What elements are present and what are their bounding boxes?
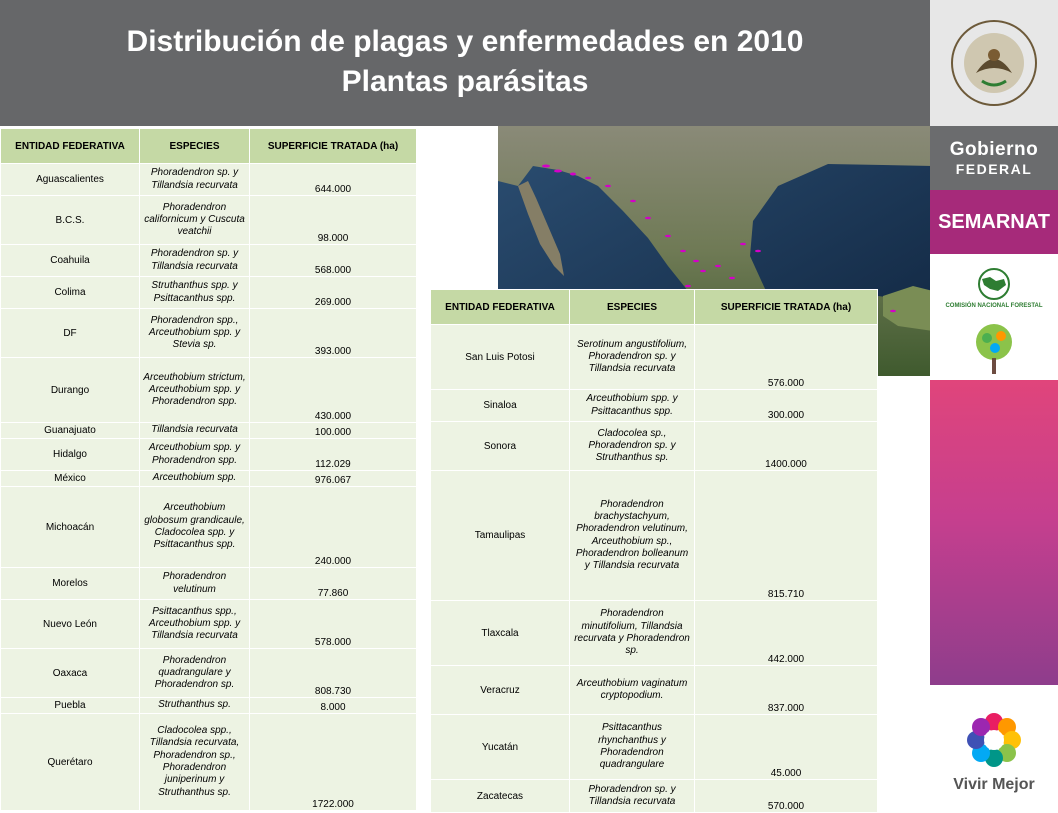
entity-cell: Coahuila <box>1 245 140 277</box>
table-row <box>1 649 417 698</box>
entity-cell: Tlaxcala <box>431 601 570 666</box>
table-row <box>431 390 878 422</box>
table-left-body <box>1 164 417 811</box>
species-cell: Phoradendron californicum y Cuscuta veatchii <box>140 196 250 245</box>
table-row <box>1 714 417 811</box>
area-cell: 100.000 <box>250 423 417 439</box>
federal-label: FEDERAL <box>955 161 1033 177</box>
eagle-seal-icon <box>946 15 1042 111</box>
table-header-row <box>1 129 417 164</box>
table-row <box>431 422 878 471</box>
species-cell: Psittacanthus rhynchanthus y Phoradendron quadrangulare <box>570 715 695 780</box>
table-row <box>1 423 417 439</box>
area-cell: 815.710 <box>695 471 878 601</box>
species-cell: Phoradendron sp. y Tillandsia recurvata <box>140 245 250 277</box>
entity-cell: Colima <box>1 277 140 309</box>
column-header-species: ESPECIES <box>140 129 250 164</box>
title-line-2: Plantas parásitas <box>341 65 589 98</box>
table-row <box>1 196 417 245</box>
species-cell: Phoradendron spp., Arceuthobium spp. y Stevia sp. <box>140 309 250 358</box>
table-row <box>1 439 417 471</box>
area-cell: 112.029 <box>250 439 417 471</box>
area-cell: 300.000 <box>695 390 878 422</box>
entity-cell: Tamaulipas <box>431 471 570 601</box>
species-cell: Struthanthus sp. <box>140 698 250 714</box>
entity-cell: Puebla <box>1 698 140 714</box>
area-cell: 1722.000 <box>250 714 417 811</box>
mexico-coat-of-arms <box>930 0 1058 126</box>
title-line-1: Distribución de plagas y enfermedades en 2010 <box>126 25 804 58</box>
species-cell: Arceuthobium spp. y Phoradendron spp. <box>140 439 250 471</box>
species-cell: Phoradendron velutinum <box>140 568 250 600</box>
species-cell: Arceuthobium spp. y Psittacanthus spp. <box>570 390 695 422</box>
entity-cell: México <box>1 471 140 487</box>
entity-cell: Morelos <box>1 568 140 600</box>
species-cell: Serotinum angustifolium, Phoradendron sp. y Tillandsia recurvata <box>570 325 695 390</box>
conafor-icon <box>970 267 1018 301</box>
title-banner <box>0 0 930 126</box>
table-left <box>0 128 417 811</box>
area-cell: 442.000 <box>695 601 878 666</box>
area-cell: 240.000 <box>250 487 417 568</box>
gobierno-federal-logo <box>930 126 1058 190</box>
slide-title <box>0 22 930 102</box>
area-cell: 837.000 <box>695 666 878 715</box>
entity-cell: Oaxaca <box>1 649 140 698</box>
entity-cell: B.C.S. <box>1 196 140 245</box>
species-cell: Cladocolea spp., Tillandsia recurvata, Phoradendron sp., Phoradendron juniperinum y Struthanthus sp. <box>140 714 250 811</box>
entity-cell: Nuevo León <box>1 600 140 649</box>
species-cell: Phoradendron minutifolium, Tillandsia recurvata y Phoradendron sp. <box>570 601 695 666</box>
table-row <box>1 277 417 309</box>
column-header-entity: ENTIDAD FEDERATIVA <box>1 129 140 164</box>
table-right-body <box>431 325 878 813</box>
species-cell: Psittacanthus spp., Arceuthobium spp. y Tillandsia recurvata <box>140 600 250 649</box>
vivir-mejor-logo <box>930 690 1058 812</box>
area-cell: 269.000 <box>250 277 417 309</box>
entity-cell: San Luis Potosi <box>431 325 570 390</box>
area-cell: 77.860 <box>250 568 417 600</box>
table-row <box>431 601 878 666</box>
area-cell: 570.000 <box>695 780 878 813</box>
semarnat-logo <box>930 190 1058 254</box>
entity-cell: Michoacán <box>1 487 140 568</box>
entity-cell: Yucatán <box>431 715 570 780</box>
table-row <box>1 471 417 487</box>
area-cell: 644.000 <box>250 164 417 196</box>
flower-logo-icon <box>962 708 1026 772</box>
table-row <box>1 245 417 277</box>
entity-cell: Durango <box>1 358 140 423</box>
table-row <box>1 600 417 649</box>
entity-cell: Aguascalientes <box>1 164 140 196</box>
table-row <box>431 780 878 813</box>
species-cell: Phoradendron sp. y Tillandsia recurvata <box>570 780 695 813</box>
area-cell: 568.000 <box>250 245 417 277</box>
table-row <box>431 325 878 390</box>
table-row <box>1 164 417 196</box>
area-cell: 430.000 <box>250 358 417 423</box>
conafor-subtitle: COMISIÓN NACIONAL FORESTAL <box>945 303 1043 309</box>
species-cell: Struthanthus spp. y Psittacanthus spp. <box>140 277 250 309</box>
species-cell: Cladocolea sp., Phoradendron sp. y Struthanthus sp. <box>570 422 695 471</box>
species-cell: Arceuthobium globosum grandicaule, Cladocolea spp. y Psittacanthus spp. <box>140 487 250 568</box>
gobierno-label: Gobierno <box>949 139 1039 160</box>
area-cell: 393.000 <box>250 309 417 358</box>
species-cell: Tillandsia recurvata <box>140 423 250 439</box>
entity-cell: Querétaro <box>1 714 140 811</box>
decorative-gradient-band <box>930 380 1058 685</box>
species-cell: Phoradendron brachystachyum, Phoradendron velutinum, Arceuthobium sp., Phoradendron bolleanum y Tillandsia recurvata <box>570 471 695 601</box>
column-header-area: SUPERFICIE TRATADA (ha) <box>250 129 417 164</box>
entity-cell: Sonora <box>431 422 570 471</box>
area-cell: 808.730 <box>250 649 417 698</box>
entity-cell: Sinaloa <box>431 390 570 422</box>
table-row <box>1 698 417 714</box>
species-cell: Arceuthobium spp. <box>140 471 250 487</box>
area-cell: 45.000 <box>695 715 878 780</box>
logo-sidebar <box>930 0 1058 812</box>
species-cell: Phoradendron quadrangulare y Phoradendron sp. <box>140 649 250 698</box>
semarnat-label: SEMARNAT <box>938 210 1050 233</box>
area-cell: 8.000 <box>250 698 417 714</box>
table-right <box>430 289 878 813</box>
table-row <box>431 715 878 780</box>
table-row <box>1 309 417 358</box>
tree-person-icon <box>969 322 1019 378</box>
entity-cell: Veracruz <box>431 666 570 715</box>
table-row <box>431 471 878 601</box>
column-header-species: ESPECIES <box>570 290 695 325</box>
column-header-area: SUPERFICIE TRATADA (ha) <box>695 290 878 325</box>
table-row <box>1 487 417 568</box>
entity-cell: DF <box>1 309 140 358</box>
vivir-mejor-label: Vivir Mejor <box>953 776 1035 793</box>
entity-cell: Guanajuato <box>1 423 140 439</box>
table-header-row <box>431 290 878 325</box>
column-header-entity: ENTIDAD FEDERATIVA <box>431 290 570 325</box>
entity-cell: Zacatecas <box>431 780 570 813</box>
entity-cell: Hidalgo <box>1 439 140 471</box>
area-cell: 1400.000 <box>695 422 878 471</box>
table-row <box>1 568 417 600</box>
table-row <box>1 358 417 423</box>
area-cell: 98.000 <box>250 196 417 245</box>
species-cell: Arceuthobium vaginatum cryptopodium. <box>570 666 695 715</box>
species-cell: Arceuthobium strictum, Arceuthobium spp. y Phoradendron spp. <box>140 358 250 423</box>
conafor-logo <box>930 258 1058 318</box>
species-cell: Phoradendron sp. y Tillandsia recurvata <box>140 164 250 196</box>
table-row <box>431 666 878 715</box>
area-cell: 576.000 <box>695 325 878 390</box>
area-cell: 578.000 <box>250 600 417 649</box>
forests-year-logo <box>930 320 1058 380</box>
area-cell: 976.067 <box>250 471 417 487</box>
